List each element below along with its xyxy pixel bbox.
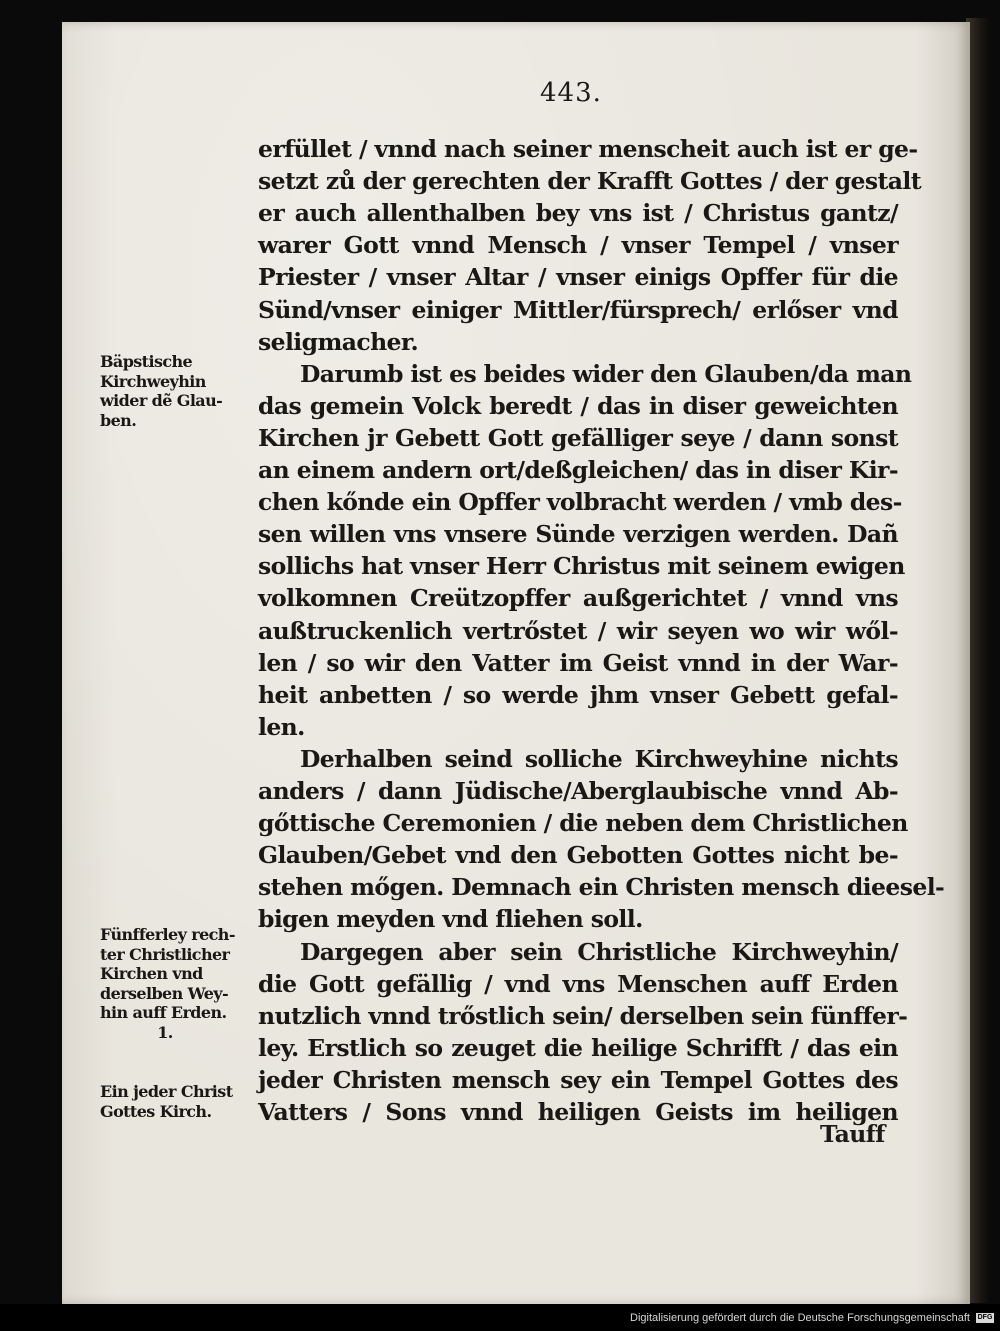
margin-note-line: Bäpstische: [100, 352, 193, 371]
margin-note-line: ter Christlicher: [100, 944, 230, 964]
margin-note-line: Kirchweyhin: [100, 371, 206, 391]
margin-note-line: Kirchen vnd: [100, 964, 203, 983]
text-line: seligmacher.: [258, 327, 419, 356]
text-line: außtruckenlich vertrőstet / wir seyen wo wir wől-: [258, 616, 898, 645]
text-line: an einem andern ort/deßgleichen/ das in diser Kir-: [258, 456, 898, 484]
text-line: setzt zů der gerechten der Krafft Gottes / der gestalt: [258, 167, 921, 196]
text-line: er auch allenthalben bey vns ist / Christus gantz/: [258, 199, 898, 228]
margin-note-line: ben.: [100, 410, 137, 430]
text-line: Priester / vnser Altar / vnser einigs Opffer für die: [258, 263, 898, 292]
text-line: chen kőnde ein Opffer volbracht werden / vmb des-: [258, 488, 902, 517]
text-line: anders / dann Jüdische/Aberglaubische vnnd Ab-: [258, 777, 898, 805]
text-line: Glauben/Gebet vnd den Gebotten Gottes nicht be-: [258, 841, 898, 870]
text-line: Dargegen aber sein Christliche Kirchweyhin/: [300, 937, 898, 966]
margin-note-papal-church-consecration: [100, 352, 260, 430]
margin-note-number: 1.: [157, 1022, 173, 1042]
text-line: erfüllet / vnnd nach seiner menscheit auch ist er ge-: [258, 135, 918, 163]
funding-credit: Digitalisierung gefördert durch die Deutsche Forschungsgemeinschaft: [630, 1312, 970, 1324]
text-line: volkomnen Creützopffer außgerichtet / vnnd vns: [258, 584, 898, 613]
text-line: Sünd/vnser einiger Mittler/fürsprech/ erlőser vnd: [258, 295, 898, 324]
text-line: warer Gott vnnd Mensch / vnser Tempel / vnser: [258, 231, 898, 260]
text-line: ley. Erstlich so zeuget die heilige Schrifft / das ein: [258, 1033, 898, 1062]
text-line: das gemein Volck beredt / das in diser geweichten: [258, 391, 898, 420]
margin-note-line: Ein jeder Christ: [100, 1082, 233, 1101]
dfg-logo: DFG: [977, 1314, 993, 1321]
text-line: heit anbetten / so werde jhm vnser Gebett gefal-: [258, 680, 898, 709]
text-line: Derhalben seind solliche Kirchweyhine nichts: [300, 744, 898, 773]
text-line: stehen mőgen. Demnach ein Christen mensch dieesel-: [258, 873, 945, 902]
text-line: nutzlich vnnd trőstlich sein/ derselben sein fünffer-: [258, 1001, 908, 1030]
margin-note-every-christian: [100, 1082, 260, 1121]
text-line: gőttische Ceremonien / die neben dem Christlichen: [258, 809, 908, 838]
text-line: sen willen vns vnsere Sünde verzigen werden. Dañ: [258, 520, 898, 549]
text-line: Kirchen jr Gebett Gott gefälliger seye / dann sonst: [258, 423, 898, 452]
margin-note-five-churches: [100, 925, 260, 1042]
text-line: Vatters / Sons vnnd heiligen Geists im heiligen: [258, 1098, 898, 1126]
footer-bar: [0, 1304, 1000, 1331]
margin-note-line: wider dẽ Glau-: [100, 391, 223, 410]
text-line: sollichs hat vnser Herr Christus mit seinem ewigen: [258, 552, 905, 581]
margin-note-line: hin auff Erden.: [100, 1003, 227, 1022]
text-line: die Gott gefällig / vnd vns Menschen auff Erden: [258, 969, 898, 998]
page-number: 443.: [540, 78, 602, 108]
margin-note-line: derselben Wey-: [100, 983, 229, 1003]
catchword: Tauff: [820, 1120, 885, 1148]
text-line: len.: [258, 712, 305, 741]
margin-note-line: Gottes Kirch.: [100, 1101, 212, 1121]
text-line: Darumb ist es beides wider den Glauben/da man: [300, 359, 912, 388]
text-line: bigen meyden vnd fliehen soll.: [258, 905, 643, 934]
text-line: len / so wir den Vatter im Geist vnnd in der War-: [258, 648, 898, 677]
margin-note-line: Fünfferley rech-: [100, 925, 235, 944]
text-line: jeder Christen mensch sey ein Tempel Gottes des: [258, 1065, 898, 1094]
